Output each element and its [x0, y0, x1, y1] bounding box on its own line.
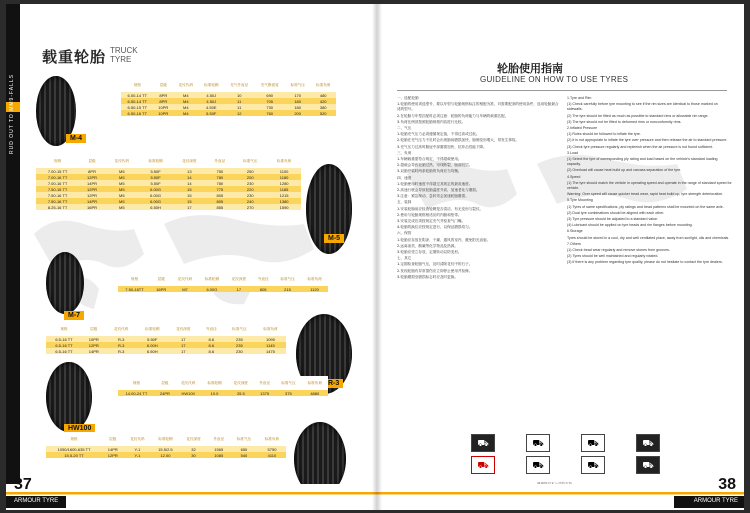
guide-paragraph-cn: 七、其它 — [397, 256, 412, 261]
truck-speed-icon: ⛟ — [636, 434, 660, 452]
table-row: 6.00-14 TT 8PR M4 4.50J 10 690 170 480 — [121, 92, 336, 98]
guide-paragraph-en: 4.Speed — [567, 174, 581, 179]
page-gutter — [372, 4, 382, 510]
truck-speed-icon: ⛟ — [636, 456, 660, 474]
guide-paragraph-en: (2) It is not appropriate to inflate the tyre over pressure and then release the air to standard pressure. — [567, 138, 728, 143]
spec-table-m5: 规格 层级 花纹代码 标准轮辋 花纹深度 外直径 标准气压 标准负荷 7.00-15 TT 8PR M5 5.50F 13 750 250 1100 7.00-16 TT 12PR M5 5.50F 14 780 200 1180 7.00-16 TT 14PR M5 5.50F 14 780 230 1280 7.50-15 TT 12PR M5 6.00G 15 775 220 1185 7.50-16 TT 12PR M5 6.00G 15 805 230 1215 7.50-16 TT 14PR M5 6.00G 15 805 240 1380 8.25-16 TT 16PR M5 6.50H 17 855 270 1590 — [36, 154, 301, 210]
tyre-r3-label: R-3 — [324, 379, 343, 388]
spec-table-m7: 规格 层级 花纹代码 标准轮辋 花纹深度 外直径 标准气压 标准负荷 7.50-16TT 16PR M7 6.00G 17 805 215 1120 — [118, 272, 328, 292]
guide-paragraph-cn: 2.发现轮胎有异常损伤应立即停止使用并检修。 — [397, 268, 473, 273]
guide-paragraph-cn: 1.轮胎使用时速度不得超过其规定的最高速度。 — [397, 181, 473, 186]
guide-paragraph-en: 3.Load — [567, 150, 578, 155]
brochure-spread — [6, 4, 744, 510]
guide-paragraph-en: 6.Storage — [567, 229, 583, 234]
guide-paragraph-cn: 2.轮胎在充气压力不足时会出现胎肩磨损加快，胎侧变形增大，易发生事故。 — [397, 138, 520, 143]
tyre-hw100-label: HW100 — [64, 424, 95, 433]
footer-brand-right: ARMOUR TYRE — [693, 498, 738, 504]
spec-table-hw100: 规格 层级 花纹代码 标准轮辋 花纹深度 外直径 标准气压 标准负荷 14.00-24 TT 24PR HW100 10.0 25.5 1375 375 4880 — [118, 376, 328, 396]
table-row: 7.50-16 TT 14PR M5 6.00G 15 805 240 1380 — [36, 198, 301, 204]
guide-paragraph-cn: 2.超载会导致轮胎过热，帘线断裂，胎面脱层。 — [397, 163, 473, 168]
page-number-left: 37 — [14, 476, 32, 493]
guide-paragraph-en: (1) Select the tyre of corresponding ply rating and load based on the vehicle's standard loading capacity. — [567, 157, 718, 167]
tyre-m7-image — [46, 252, 84, 314]
guide-title-en: GUIDELINE ON HOW TO USE TYRES — [480, 75, 629, 84]
guide-paragraph-en: (2) The tyre should be fitted as much as possible to standard rims or allowable rim range. — [567, 113, 709, 118]
guide-paragraph-en: (4) Lubricant should be applied on tyre beads and rim flanges before mounting. — [567, 223, 693, 228]
truck-load-icon: ⛟ — [581, 456, 605, 474]
table-row: 7.50-16 TT 12PR M5 6.00G 15 805 230 1215 — [36, 192, 301, 198]
guide-paragraph-cn: 1.轮胎充气压力必须遵循规定值，不得过高或过低。 — [397, 132, 480, 137]
table-row: 14.00-24 TT 24PR HW100 10.0 25.5 1375 375 4880 — [118, 390, 328, 396]
guide-paragraph-cn: 六、保管 — [397, 231, 412, 236]
guide-paragraph-cn: 3.负荷比例须按照轮胎规格内容进行比较。 — [397, 119, 466, 124]
tyre-hw100-image — [46, 362, 92, 432]
guide-paragraph-cn: 1.轮胎的使用须选型号，要以车型与轮胎规格标注的相配为准，对需要配套的使用条件，选用轮胎最合适的型号。 — [397, 102, 559, 112]
guide-paragraph-cn: 3.安装完成后须按规定充气并检查气门嘴。 — [397, 219, 466, 224]
guide-paragraph-cn: 1.车辆载重需符合规定，不得超载使用。 — [397, 157, 462, 162]
guide-paragraph-en: Tyres should be stored in a cool, dry and well ventilated place, away from sunlight, oils and chemicals. — [567, 235, 730, 240]
table-row: 7.00-16 TT 12PR M5 5.50F 14 780 200 1180 — [36, 174, 301, 180]
guide-paragraph-en: (3) Tyre pressure should be adjusted to a standard value. — [567, 217, 659, 222]
guide-paragraph-en: (1) Rules should be followed to inflate the tyre. — [567, 132, 641, 137]
guide-paragraph-cn: 3.充气压力过高时胎冠中部磨损加快，抗冲击性能下降。 — [397, 144, 487, 149]
guide-paragraph-en: (2) Tyres should be well maintained and regularly rotated. — [567, 254, 659, 259]
guide-paragraph-en: 7.Others — [567, 241, 581, 246]
section-title-en: TRUCK TYRE — [110, 46, 138, 64]
left-page — [6, 4, 377, 510]
no-overload-icon: ⛟ — [471, 456, 495, 474]
table-row: 1050/1600-635 TT 14PR Y-1 15.5/2.5 32 1565 650 5750 — [46, 446, 286, 452]
guide-paragraph-cn: 五、装卸 — [397, 200, 412, 205]
guide-paragraph-en: (2) Overload will cause heat build up and carcass separation of the tyre. — [567, 168, 682, 173]
table-row: 6.50-16 TT 10PR M4 5.50F 12 760 200 520 — [121, 110, 336, 116]
warning-signs — [471, 434, 691, 476]
table-row: 7.50-16TT 16PR M7 6.00G 17 805 215 1120 — [118, 286, 328, 292]
guide-paragraph-cn: 4.轮胎的换位应按规定进行，以保证磨损均匀。 — [397, 225, 473, 230]
guide-paragraph-en: (3) If there is any problem regarding tyre quality, please do not hesitate to contact the tyre dealers. — [567, 260, 723, 265]
table-row: 15.5-20 TT 12PR Y-1 12.00 30 1085 540 4110 — [46, 452, 286, 458]
guide-paragraph-cn: 二、气压 — [397, 126, 412, 131]
guide-paragraph-cn: 3.轮胎磨损至磨损标志时应及时更换。 — [397, 274, 458, 279]
tyre-m4-label: M-4 — [66, 134, 86, 143]
tyre-m5-label: M-5 — [324, 234, 344, 243]
table-row: 6.50-15 TT 10PR M4 4.50E 11 730 180 380 — [121, 104, 336, 110]
tyre-m7-label: M-7 — [64, 311, 84, 320]
truck-load-icon: ⛟ — [526, 434, 550, 452]
table-row: 7.50-15 TT 12PR M5 6.00G 15 775 220 1185 — [36, 186, 301, 192]
truck-load-icon: ⛟ — [581, 434, 605, 452]
spec-table-r3: 规格 层级 花纹代码 标准轮辋 花纹深度 外直径 标准气压 标准负荷 6.5-16 TT 10PR R-3 5.50F 17 8.6 235 1095 6.5-16 TT 12PR R-3 6.00H 17 8.6 235 1145 6.5-16 TT 14PR R-3 6.50H 17 8.6 230 1475 — [46, 322, 286, 354]
table-row: 6.5-16 TT 14PR R-3 6.50H 17 8.6 230 1475 — [46, 348, 286, 354]
guide-paragraph-en: (2) Dual tyre combinations should be aligned with each other. — [567, 210, 665, 215]
guide-paragraph-en: (1) Check tread wear regularly and remove stones from grooves. — [567, 248, 670, 253]
section-title-cn: 载重轮胎 — [42, 48, 107, 66]
guide-paragraph-cn: 2.使用与轮胎规格相适应的内胎和垫带。 — [397, 212, 462, 217]
guide-paragraph-cn: 三、负荷 — [397, 150, 412, 155]
spec-table-m4: 规格 层级 花纹代码 标准轮辋 充气外直径 充气断面宽 标准气压 标准负荷 6.00-14 TT 8PR M4 4.50J 10 690 170 480 6.50-14 TT 8PR M4 4.50J 11 705 180 420 6.50-15 TT 10PR M4 4.50E 11 730 180 380 6.50-16 TT 10PR M4 5.50F 12 760 200 520 — [121, 78, 336, 116]
guide-paragraph-cn: 1.定期检查轮胎气压，及时清除花纹中的石子。 — [397, 262, 473, 267]
guide-paragraph-cn: 一、选配轮胎 — [397, 96, 419, 100]
guide-paragraph-cn: 2.远离油类、酸碱等化学物品及热源。 — [397, 243, 458, 248]
guide-paragraph-cn: 3.注意：紧急制动、急转弯会加速轮胎磨损。 — [397, 194, 469, 199]
guide-text-cn — [397, 96, 562, 426]
guide-paragraph-en: (1) Tyres of same specifications, ply ratings and tread patterns shall be mounted on the same axle. — [567, 204, 724, 209]
guide-paragraph-en: (3) Check tyre pressure regularly and replenish when the air pressure is not found sufficient. — [567, 144, 714, 149]
side-text: RUD OUT TO MM9-FALLS — [9, 74, 15, 155]
divider — [397, 90, 727, 91]
guide-paragraph-en: Warning: Over speed will cause quicker tread wear, rapid heat build up, tyre strength deterioration. — [567, 192, 724, 197]
spec-table-y1: 规格 层级 花纹代码 标准轮辋 花纹深度 外直径 标准气压 标准负荷 1050/1600-635 TT 14PR Y-1 15.5/2.5 32 1565 650 5750 15.5-20 TT 12PR Y-1 12.00 30 1085 540 4110 — [46, 432, 286, 458]
guide-paragraph-en: 2.Inflated Pressure — [567, 126, 598, 131]
guide-paragraph-cn: 3.双胎并装时两条轮胎的负荷应当均衡。 — [397, 169, 462, 174]
table-row: 6.5-16 TT 12PR R-3 6.00H 17 8.6 235 1145 — [46, 342, 286, 348]
guide-paragraph-en: (1) Check carefully before tyre mounting to see if the rim sizes are identical to those marked on sidewalls. — [567, 102, 718, 112]
guide-paragraph-cn: 3.轮胎应竖立存放，定期转动以防变形。 — [397, 250, 462, 255]
page-number-right: 38 — [718, 476, 736, 493]
guide-paragraph-en: 5.Tyre Mounting — [567, 198, 593, 203]
table-row: 7.00-16 TT 14PR M5 5.50F 14 780 230 1280 — [36, 180, 301, 186]
right-page — [377, 4, 744, 510]
table-row: 7.00-15 TT 8PR M5 5.50F 13 750 250 1100 — [36, 168, 301, 174]
guide-paragraph-en: (3) The tyre should not be fitted to deformed rims or nonconformity rims. — [567, 119, 682, 124]
table-row: 8.25-16 TT 16PR M5 6.50H 17 855 270 1590 — [36, 204, 301, 210]
guide-paragraph-cn: 四、速度 — [397, 175, 412, 180]
guide-paragraph-cn: 1.轮胎应存放在阴凉、干燥、通风的室内，避免阳光直射。 — [397, 237, 491, 242]
guide-paragraph-cn: 2.在轮胎与车型匹配时必须注意：轮胎的负荷能力与车辆的载重匹配。 — [397, 113, 509, 118]
guide-paragraph-en: (1) The tyre should match the vehicle in operating speed and operate in the range of standard speed for vehicle. — [567, 180, 732, 191]
guide-paragraph-cn: 1.安装轮胎前应检查轮辋是否清洁、有无变形与裂纹。 — [397, 206, 484, 211]
footer-brand-left: ARMOUR TYRE — [14, 498, 59, 504]
guide-text-en — [567, 96, 732, 426]
truck-warning-icon: ⛟ — [471, 434, 495, 452]
guide-title-cn: 轮胎使用指南 — [497, 62, 563, 75]
guide-paragraph-cn: 2.高速行驶会导致轮胎温度升高，加速老化与磨损。 — [397, 188, 480, 193]
truck-load-icon: ⛟ — [526, 456, 550, 474]
table-row: 6.5-16 TT 10PR R-3 5.50F 17 8.6 235 1095 — [46, 336, 286, 342]
table-row: 6.50-14 TT 8PR M4 4.50J 11 705 180 420 — [121, 98, 336, 104]
guide-paragraph-en: 1.Tyre and Rim — [567, 96, 592, 100]
